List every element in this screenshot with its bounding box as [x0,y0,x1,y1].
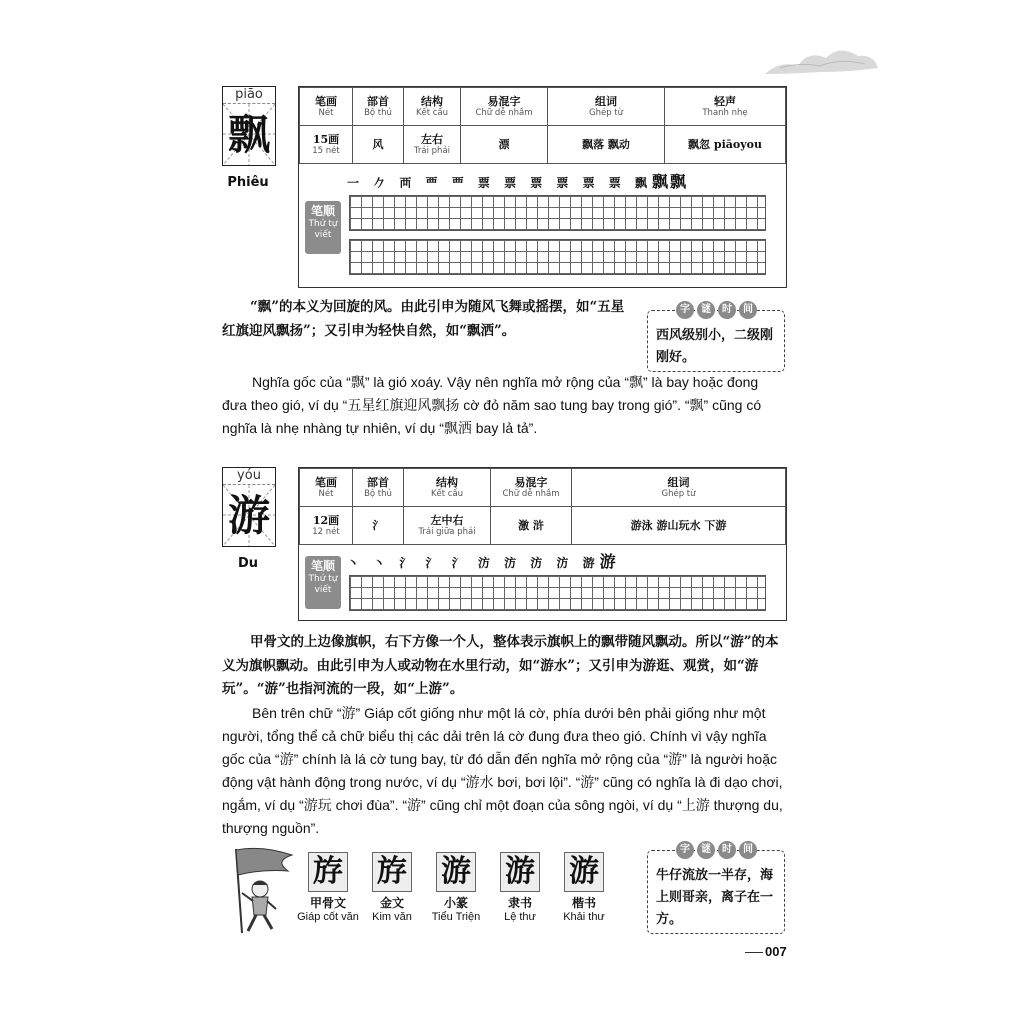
header-cell: 结构 Kết cấu [404,88,461,126]
header-cell: 部首 Bộ thủ [353,88,404,126]
stroke-order-badge: 笔顺 Thứ tự viết [305,201,341,254]
words-cell: 游泳 游山玩水 下游 [572,507,786,545]
header-cell: 笔画 Nét [300,88,353,126]
confusable-cell: 激 浒 [491,507,572,545]
page-number-rule [745,952,763,953]
header-cell: 轻声 Thanh nhẹ [665,88,786,126]
structure-cell: 左右 Trái phải [404,126,461,164]
character-box-you [222,467,276,547]
header-cell: 部首 Bộ thủ [353,469,404,507]
practice-grid [349,575,766,611]
riddle-note-2 [647,844,785,934]
riddle-text: 牛仔流放一半存，海上则哥亲，离子在一方。 [656,868,774,927]
practice-grid [349,239,766,275]
main-character: 游 [227,491,270,540]
words-cell: 飘落 飘动 [548,126,665,164]
page-number: 007 [745,944,787,959]
character-label: Phiêu [227,175,269,190]
info-table [299,468,786,545]
pinyin-label: yóu [223,468,275,485]
info-panel-you [298,467,787,621]
header-cell: 易混字 Chữ dễ nhầm [461,88,548,126]
paragraph-vi-2: Bên trên chữ “游” Giáp cốt giống như một lá cờ, phía dưới bên phải giống như một người, tổng thể cả chữ biểu thị các dải trên lá cờ đung đưa theo gió. Chính vì vậy nghĩa gốc của “游” chính là lá cờ tung bay, từ đó dẫn đến nghĩa mở rộng của “游” là người hoặc động vật hành động trong nước, ví dụ “游水 bơi, bơi lội”. “游” cũng có nghĩa là đi dạo chơi, ngắm, ví dụ “游玩 chơi đùa”. “游” cũng chỉ một đoạn của sông ngòi, ví dụ “上游 thượng du, thượng nguồn”. [222,705,783,836]
header-cell: 易混字 Chữ dễ nhầm [491,469,572,507]
header-cell: 组词 Ghép từ [572,469,786,507]
paragraph-zh-1: “飘”的本义为回旋的风。由此引申为随风飞舞或摇摆，如“五星红旗迎风飘扬”；又引申为轻快自然，如“飘洒”。 [222,299,625,339]
radical-cell: 风 [353,126,404,164]
header-cell: 结构 Kết cấu [404,469,491,507]
pinyin-label: piāo [223,87,275,104]
stroke-order-badge: 笔顺 Thứ tự viết [305,556,341,609]
script-bronze: 斿 金文 Kim văn [372,854,412,923]
stroke-sequence: 丶 丶 氵 氵 氵 汸 汸 汸 汸 游游 [347,552,618,571]
riddle-tag: 字 谜 时 间 [676,841,757,859]
neutral-tone-cell: 飘忽 piāoyou [665,126,786,164]
boy-with-flag-icon [222,845,294,937]
structure-cell: 左中右 Trái giữa phải [404,507,491,545]
header-cell: 组词 Ghép từ [548,88,665,126]
riddle-text: 西风级别小，二级刚刚好。 [656,328,774,365]
script-small-seal: 游 小篆 Tiểu Triện [431,854,481,923]
strokes-cell: 15画 15 nét [300,126,353,164]
character-box-piao [222,86,276,166]
riddle-note-1 [647,304,785,372]
paragraph-vi-1: Nghĩa gốc của “飘” là gió xoáy. Vậy nên nghĩa mở rộng của “飘” là bay hoặc đong đưa theo gió, ví dụ “五星红旗迎风飘扬 cờ đỏ năm sao tung bay trong gió”. “飘” cũng có nghĩa là nhẹ nhàng tự nhiên, ví dụ “飘洒 bay lả tả”. [222,374,762,436]
script-oracle: 斿 甲骨文 Giáp cốt văn [297,854,359,923]
info-panel-piao [298,86,787,288]
practice-grid [349,195,766,231]
header-cell: 笔画 Nét [300,469,353,507]
cloud-decoration-icon [760,38,880,80]
info-table [299,87,786,164]
stroke-sequence: 一 𠂊 襾 覀 覀 票 票 票 票 票 票 飘飘飘 [347,172,688,191]
confusable-cell: 漂 [461,126,548,164]
strokes-cell: 12画 12 nét [300,507,353,545]
paragraph-zh-2: 甲骨文的上边像旗帜，右下方像一个人，整体表示旗帜上的飘带随风飘动。所以“游”的本义为旗帜飘动。由此引申为人或动物在水里行动，如“游水”；又引申为游逛、观赏，如“游玩”。“游”也指河流的一段，如“上游”。 [222,634,779,697]
riddle-tag: 字 谜 时 间 [676,301,757,319]
main-character: 飘 [227,110,270,159]
radical-cell: 氵 [353,507,404,545]
script-regular: 游 楷书 Khải thư [563,854,605,923]
script-clerical: 游 隶书 Lệ thư [488,852,552,924]
character-label: Du [237,556,259,571]
